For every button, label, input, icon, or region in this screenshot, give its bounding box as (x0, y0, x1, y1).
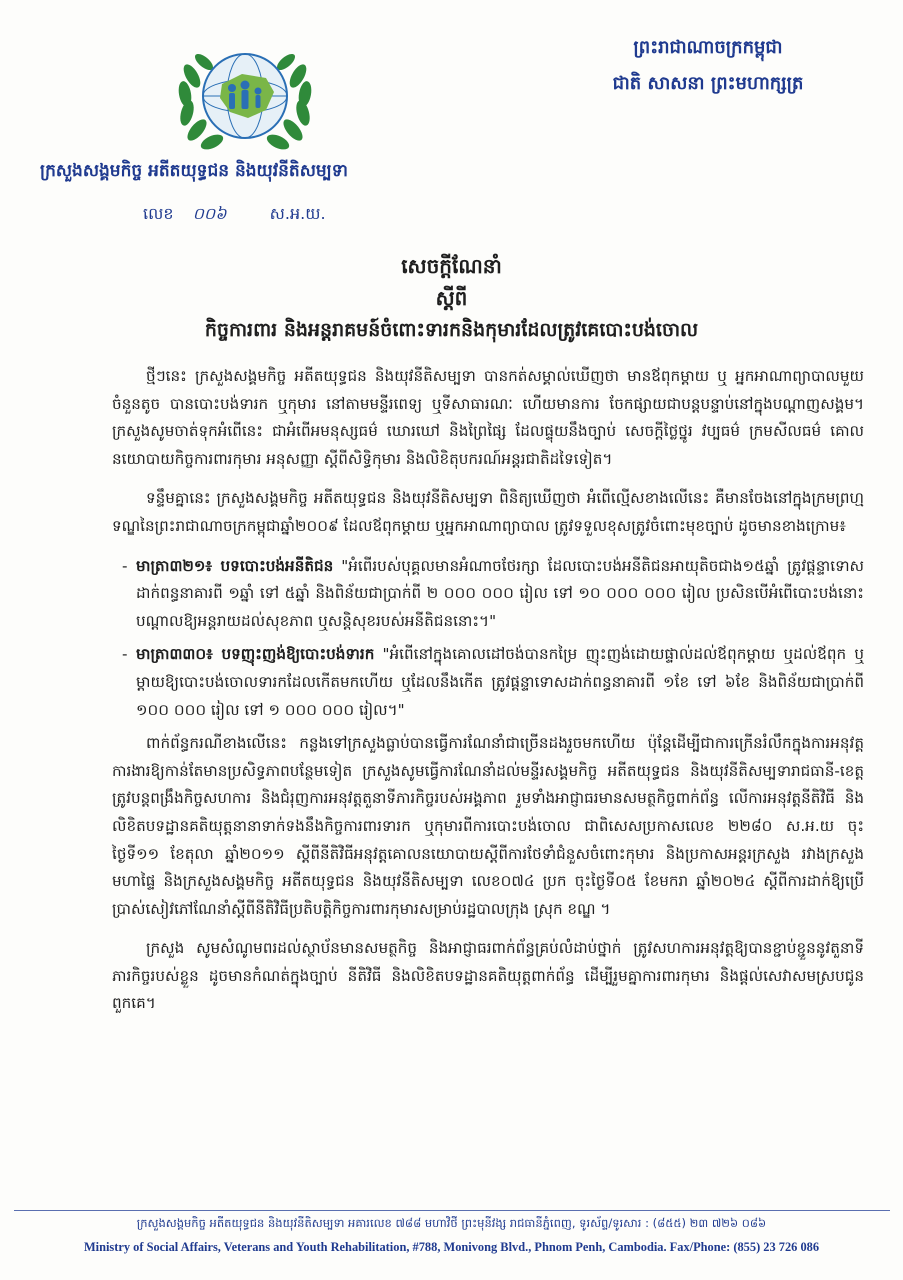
footer-divider (14, 1210, 890, 1211)
bullet-dash: - (122, 556, 128, 575)
bullet-dash: - (122, 645, 128, 664)
reference-number (143, 203, 326, 227)
kingdom-line-2: ជាតិ សាសនា ព្រះមហាក្សត្រ (612, 73, 804, 94)
title-line-3: កិច្ចការពារ និងអន្តរាគមន៍ចំពោះទារកនិងកុមារដែលត្រូវគេបោះបង់ចោល (204, 319, 699, 341)
ref-label: លេខ (143, 204, 174, 223)
kingdom-line-1: ព្រះរាជាណាចក្រកម្ពុជា (633, 37, 783, 58)
article-321-text: "អំពើរបស់បុគ្គលមានអំណាចថែរក្សា ដែលបោះបង់អនីតិជនអាយុតិចជាង១៥ឆ្នាំ ត្រូវផ្តន្ទាទោសដាក់ពន្ធនាគារពី ១ឆ្នាំ ទៅ ៥ឆ្នាំ និងពិន័យជាប្រាក់ពី ២ ០០០ ០០០ រៀល ទៅ ១០ ០០០ ០០០ រៀល ប្រសិនបើអំពើបោះបង់នោះបណ្តាលឱ្យអន្តរាយដល់សុខភាព ឬសន្តិសុខរបស់អនីតិជននោះ។" (136, 556, 864, 630)
document-body (112, 363, 864, 1030)
kingdom-motto (583, 30, 833, 102)
title-line-2: ស្តីពី (435, 286, 468, 310)
title-line-1: សេចក្តីណែនាំ (401, 254, 502, 278)
footer-address-english: Ministry of Social Affairs, Veterans and Youth Rehabilitation, #788, Monivong Blvd., Phnom Penh, Cambodia. Fax/Phone: (855) 23 726 086 (83, 1240, 820, 1254)
paragraph-2: ទន្ទឹមគ្នានេះ ក្រសួងសង្គមកិច្ច អតីតយុទ្ធជន និងយុវនីតិសម្បទា ពិនិត្យឃើញថា អំពើល្មើសខាងលើនេះ គឺមានចែងនៅក្នុងក្រមព្រហ្មទណ្ឌនៃព្រះរាជាណាចក្រកម្ពុជាឆ្នាំ២០០៩ ដែលឪពុកម្តាយ ឬអ្នកអាណាព្យាបាល ត្រូវទទួលខុសត្រូវចំពោះមុខច្បាប់ ដូចមានខាងក្រោម៖ (112, 489, 864, 535)
ministry-name: ក្រសួងសង្គមកិច្ច អតីតយុទ្ធជន និងយុវនីតិសម្បទា (40, 161, 348, 181)
article-321-heading: មាត្រា៣២១៖ បទបោះបង់អនីតិជន (136, 556, 334, 575)
article-330-item (112, 641, 864, 724)
article-330-text: "អំពើនៅក្នុងគោលដៅចង់បានកម្រៃ ញុះញង់ដោយផ្ទាល់ដល់ឪពុកម្តាយ ឬដល់ឪពុក ឬម្តាយឱ្យបោះបង់ចោលទារកដែលកើតមកហើយ ឬដែលនឹងកើត ត្រូវផ្តន្ទាទោសដាក់ពន្ធនាគារពី ១ខែ ទៅ ៦ខែ និងពិន័យជាប្រាក់ពី ១០០ ០០០ រៀល ទៅ ១ ០០០ ០០០ រៀល។" (136, 645, 864, 719)
paragraph-1: ថ្មីៗនេះ ក្រសួងសង្គមកិច្ច អតីតយុទ្ធជន និងយុវនីតិសម្បទា បានកត់សម្គាល់ឃើញថា មានឪពុកម្តាយ ឬ អ្នកអាណាព្យាបាលមួយចំនួនតូច បានបោះបង់ទារក ឬកុមារ នៅតាមមន្ទីរពេទ្យ ឬទីសាធារណៈ ហើយមានការ ចែកផ្សាយជាបន្តបន្ទាប់នៅក្នុងបណ្តាញសង្គម។ ក្រសួងសូមចាត់ទុកអំពើនេះ ជាអំពើអមនុស្សធម៌ ឃោរឃៅ និងព្រៃផ្សៃ ដែលផ្ទុយនឹងច្បាប់ សេចក្តីថ្លៃថ្នូរ វប្បធម៌ ក្រមសីលធម៌ គោលនយោបាយកិច្ចការពារកុមារ អនុសញ្ញា ស្តីពីសិទ្ធិកុមារ និងលិខិតុបករណ៍អន្តរជាតិដទៃទៀត។ (112, 367, 864, 468)
article-330-heading: មាត្រា៣៣០៖ បទញុះញង់ឱ្យបោះបង់ទារក (136, 645, 375, 664)
ministry-logo (170, 36, 320, 154)
document-title (40, 250, 863, 346)
footer-address-khmer: ក្រសួងសង្គមកិច្ច អតីតយុទ្ធជន និងយុវនីតិសម្បទា អគារលេខ ៧៨៨ មហាវិថី ព្រះមុនីវង្ស រាជធានីភ្នំពេញ, ទូរស័ព្ទ/ទូរសារ : (៨៥៥) ២៣ ៧២៦ ០៨៦ (136, 1216, 767, 1230)
paragraph-3: ពាក់ព័ន្ធករណីខាងលើនេះ កន្លងទៅក្រសួងធ្លាប់បានធ្វើការណែនាំជាច្រើនដងរួចមកហើយ ប៉ុន្តែដើម្បីជាការក្រើនរំលឹកក្នុងការអនុវត្តការងារឱ្យកាន់តែមានប្រសិទ្ធភាពបន្ថែមទៀត ក្រសួងសូមធ្វើការណែនាំដល់មន្ទីរសង្គមកិច្ច អតីតយុទ្ធជន និងយុវនីតិសម្បទារាជធានី-ខេត្ត ត្រូវបន្តពង្រឹងកិច្ចសហការ និងជំរុញការអនុវត្តតួនាទីភារកិច្ចរបស់អង្គភាព រួមទាំងអាជ្ញាធរមានសមត្ថកិច្ចពាក់ព័ន្ធ លើការអនុវត្តនីតិវិធី និងលិខិតបទដ្ឋានគតិយុត្តនានាទាក់ទងនឹងកិច្ចការពារទារក ឬកុមារពីការបោះបង់ចោល ជាពិសេសប្រកាសលេខ ២២៨០ ស.អ.យ ចុះថ្ងៃទី១១ ខែតុលា ឆ្នាំ២០១១ ស្តីពីនីតិវិធីអនុវត្តគោលនយោបាយស្តីពីការថែទាំជំនួសចំពោះកុមារ និងប្រកាសអន្តរក្រសួង រវាងក្រសួងមហាផ្ទៃ និងក្រសួងសង្គមកិច្ច អតីតយុទ្ធជន និងយុវនីតិសម្បទា លេខ០៧៤ ប្រក ចុះថ្ងៃទី០៥ ខែមករា ឆ្នាំ២០២៤ ស្តីពីការដាក់ឱ្យប្រើប្រាស់សៀវភៅណែនាំស្តីពីនីតិវិធីប្រតិបត្តិកិច្ចការពារកុមារសម្រាប់រដ្ឋបាលក្រុង ស្រុក ខណ្ឌ ។ (112, 734, 864, 918)
paragraph-4: ក្រសួង សូមសំណូមពរដល់ស្ថាប័នមានសមត្ថកិច្ច និងអាជ្ញាធរពាក់ព័ន្ធគ្រប់លំដាប់ថ្នាក់ ត្រូវសហការអនុវត្តឱ្យបានខ្ជាប់ខ្ជួននូវតួនាទីភារកិច្ចរបស់ខ្លួន ដូចមានកំណត់ក្នុងច្បាប់ នីតិវិធី និងលិខិតបទដ្ឋានគតិយុត្តពាក់ព័ន្ធ ដើម្បីរួមគ្នាការពារកុមារ និងផ្តល់សេវាសមស្របជូនពួកគេ។ (112, 939, 864, 1013)
article-321-item (112, 553, 864, 636)
ref-suffix: ស.អ.យ. (269, 204, 326, 223)
ref-number: ០០៦ (192, 204, 227, 223)
